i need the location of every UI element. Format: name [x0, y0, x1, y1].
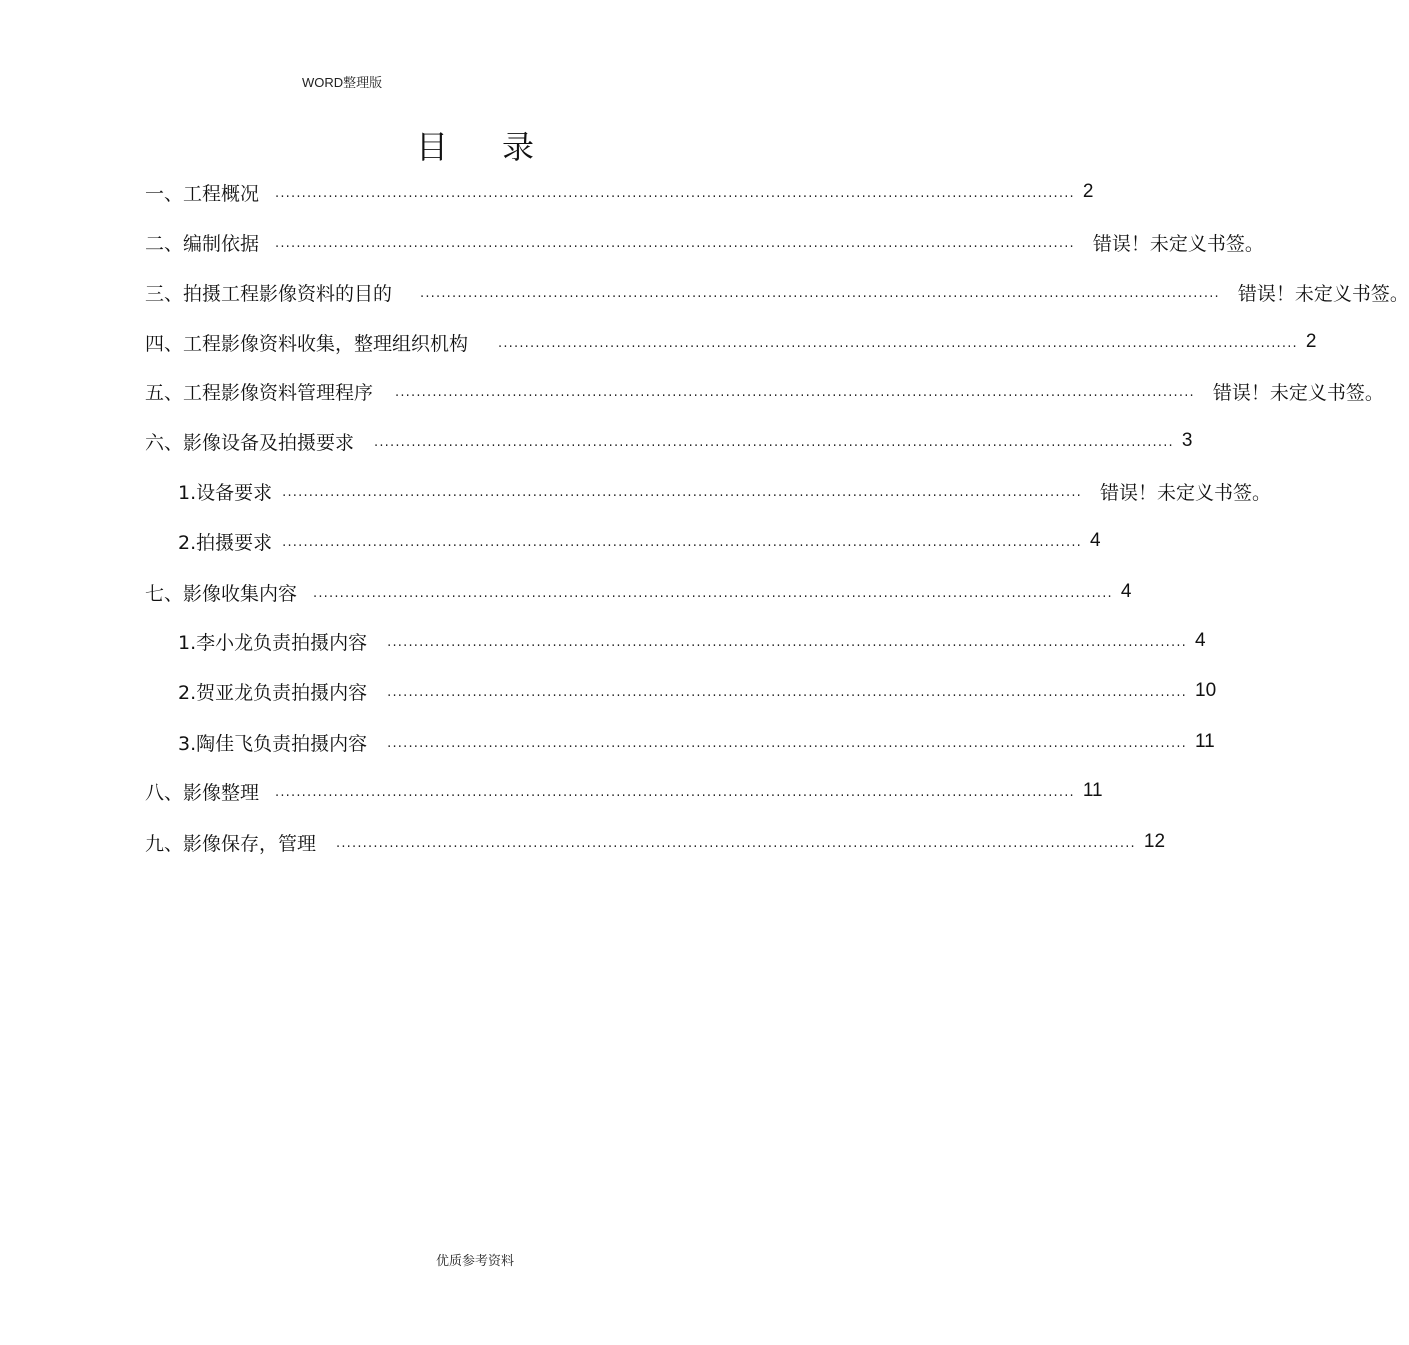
toc-entry[interactable] [145, 426, 1193, 456]
toc-entry-page: 错误！未定义书签。 [1092, 232, 1264, 255]
toc-leader: ...................................................................................................................................................... [282, 485, 1082, 500]
toc-entry-label: 2.拍摄要求 [178, 531, 273, 554]
toc-leader: ...................................................................................................................................................... [275, 186, 1075, 201]
toc-entry-label: 1.李小龙负责拍摄内容 [178, 631, 368, 654]
toc-entry[interactable] [178, 626, 1206, 656]
toc-entry-page: 11 [1082, 780, 1103, 801]
toc-entry[interactable] [145, 277, 1409, 307]
toc-leader: ...................................................................................................................................................... [275, 785, 1075, 800]
toc-entry-label: 2.贺亚龙负责拍摄内容 [178, 681, 368, 704]
toc-entry[interactable] [145, 227, 1264, 257]
toc-leader: ...................................................................................................................................................... [387, 635, 1187, 650]
toc-entry-page: 2 [1082, 181, 1094, 202]
toc-entry-page: 4 [1195, 630, 1206, 651]
page-header: WORD整理版 [302, 75, 383, 90]
toc-entry-page: 错误！未定义书签。 [1100, 481, 1272, 504]
toc-entry[interactable] [145, 376, 1384, 406]
toc-entry-label: 四、工程影像资料收集，整理组织机构 [145, 332, 469, 355]
toc-entry-label: 九、影像保存，管理 [145, 832, 317, 855]
toc-entry[interactable] [178, 526, 1101, 556]
toc-entry[interactable] [178, 676, 1217, 706]
toc-leader: ...................................................................................................................................................... [313, 586, 1113, 601]
toc-entry-page: 错误！未定义书签。 [1237, 282, 1409, 305]
toc-leader: ...................................................................................................................................................... [275, 236, 1075, 251]
toc-entry-page: 4 [1090, 530, 1101, 551]
toc-entry-page: 错误！未定义书签。 [1212, 381, 1384, 404]
toc-entry-label: 八、影像整理 [145, 781, 260, 804]
toc-entry-label: 一、工程概况 [145, 182, 260, 205]
toc-entry-label: 二、编制依据 [145, 232, 260, 255]
toc-entry[interactable] [145, 827, 1166, 857]
toc-entry-label: 七、影像收集内容 [145, 582, 298, 605]
toc-entry-label: 3.陶佳飞负责拍摄内容 [178, 732, 368, 755]
toc-entry[interactable] [145, 177, 1094, 207]
toc-entry-label: 五、工程影像资料管理程序 [145, 381, 374, 404]
toc-entry-page: 10 [1195, 680, 1217, 701]
toc-entry[interactable] [178, 476, 1272, 506]
toc-entry-page: 3 [1181, 430, 1193, 451]
toc-entry-page: 4 [1120, 581, 1132, 602]
toc-entry[interactable] [178, 727, 1215, 757]
toc-leader: ...................................................................................................................................................... [420, 286, 1220, 301]
toc-leader: ...................................................................................................................................................... [336, 836, 1136, 851]
toc-entry-label: 六、影像设备及拍摄要求 [145, 431, 355, 454]
toc-entry[interactable] [145, 577, 1132, 607]
toc-leader: ...................................................................................................................................................... [387, 685, 1187, 700]
toc-leader: ...................................................................................................................................................... [498, 336, 1298, 351]
toc-entry-page: 2 [1305, 331, 1317, 352]
toc-entry[interactable] [145, 776, 1103, 806]
toc-leader: ...................................................................................................................................................... [395, 385, 1195, 400]
toc-entry-page: 11 [1195, 731, 1215, 752]
toc-leader: ...................................................................................................................................................... [374, 435, 1174, 450]
toc-leader: ...................................................................................................................................................... [282, 535, 1082, 550]
toc-entry-label: 三、拍摄工程影像资料的目的 [145, 282, 393, 305]
toc-entry[interactable] [145, 327, 1317, 357]
toc-entry-page: 12 [1143, 831, 1166, 852]
toc-entry-label: 1.设备要求 [178, 481, 273, 504]
page-footer: 优质参考资料 [435, 1254, 514, 1269]
toc-title: 目录 [415, 128, 588, 166]
toc-leader: ...................................................................................................................................................... [387, 736, 1187, 751]
